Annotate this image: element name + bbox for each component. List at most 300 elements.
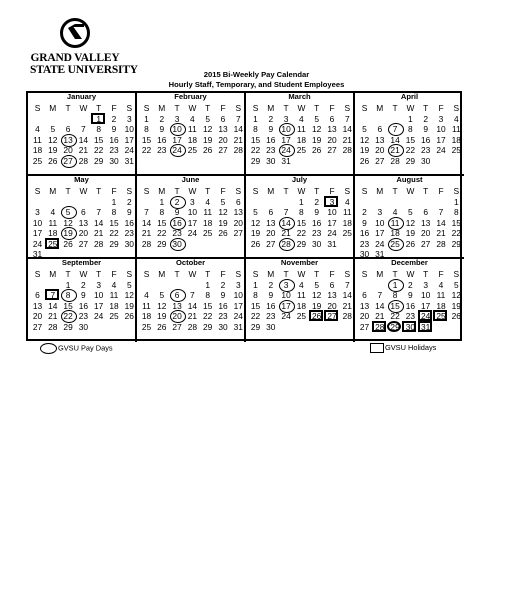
weekday-header: M [158,103,166,113]
day-cell: 17 [436,134,446,145]
day-cell: 4 [299,280,304,290]
holiday-cell: 25 [434,311,449,322]
day-cell: 23 [124,228,134,239]
weekday-header: T [423,186,429,196]
day-cell: 22 [250,311,261,322]
day-cell: 28 [390,155,400,166]
day-cell: 6 [65,124,71,135]
day-cell: 27 [172,321,182,332]
day-cell: 17 [327,217,337,228]
day-cell: 17 [124,134,134,145]
day-cell: 18 [342,217,352,228]
day-cell: 25 [342,228,352,239]
day-cell: 24 [187,228,198,239]
weekday-header: M [49,186,57,196]
day-cell: 26 [203,145,213,156]
day-cell: 22 [109,228,119,239]
weekday-header: S [126,186,133,196]
weekday-header: S [235,103,242,113]
day-cell: 28 [94,238,104,249]
day-cell: 23 [109,145,119,156]
day-cell: 4 [50,207,56,218]
day-cell: 19 [312,300,322,311]
day-cell: 11 [33,134,42,145]
day-cell: 29 [250,155,261,166]
day-cell: 24 [32,238,43,249]
day-cell: 29 [63,321,73,332]
day-cell: 24 [233,311,243,322]
day-cell: 21 [436,228,446,239]
day-cell: 18 [109,300,119,311]
day-cell: 14 [78,134,89,145]
day-cell: 4 [344,197,350,207]
day-cell: 4 [438,280,444,290]
day-cell: 29 [94,155,104,166]
day-cell: 31 [327,238,337,249]
month-name: January [66,92,97,101]
day-cell: 21 [94,228,104,239]
day-cell: 13 [78,217,89,228]
day-cell: 26 [48,155,58,166]
day-cell: 10 [421,290,431,301]
day-cell: 4 [392,207,398,218]
weekday-header: F [438,103,444,113]
day-cell: 8 [253,124,258,135]
weekday-header: T [65,269,71,279]
day-cell: 7 [344,114,350,124]
day-cell: 28 [187,321,198,332]
day-cell: 16 [266,134,276,145]
month-april [355,93,464,176]
weekday-header: T [314,103,320,113]
weekday-header: F [329,103,335,113]
day-cell: 10 [327,207,337,218]
day-cell: 8 [408,124,413,135]
day-cell: 8 [159,207,165,218]
weekday-header: W [406,269,415,279]
day-cell: 15 [405,134,416,145]
day-cell: 17 [421,300,431,311]
day-cell: 31 [32,249,43,259]
day-cell: 10 [94,290,104,301]
day-cell: 27 [421,238,431,249]
day-cell: 19 [157,311,167,322]
day-cell: 25 [187,145,198,156]
weekday-header: M [376,186,384,196]
weekday-header: S [344,103,351,113]
day-cell: 3 [35,207,40,218]
pay-day-cell: 1 [388,280,403,291]
weekday-header: T [174,186,180,196]
day-cell: 22 [451,228,461,239]
day-cell: 21 [342,300,352,311]
day-cell: 27 [375,155,385,166]
day-cell: 4 [144,290,149,301]
day-cell: 16 [124,217,134,228]
legend-pay-days-label: GVSU Pay Days [58,343,113,353]
weekday-header: S [453,103,460,113]
weekday-header: W [188,103,197,113]
day-cell: 9 [423,124,429,135]
day-cell: 30 [78,321,89,332]
day-cell: 5 [159,290,165,301]
month-december [355,259,464,342]
day-cell: 18 [141,311,152,322]
day-cell: 11 [188,124,197,135]
day-cell: 12 [63,217,73,228]
day-cell: 29 [109,238,119,249]
day-cell: 13 [266,217,276,228]
day-cell: 7 [344,280,350,290]
weekday-header: S [361,269,368,279]
day-cell: 21 [375,311,385,322]
weekday-header: W [297,186,306,196]
day-cell: 7 [438,207,444,218]
day-cell: 27 [233,228,243,239]
weekday-header: F [329,186,335,196]
day-cell: 9 [268,124,274,135]
logo-line-2: STATE UNIVERSITY [30,64,138,76]
day-cell: 30 [359,249,370,259]
day-cell: 31 [375,249,385,259]
day-cell: 25 [203,228,213,239]
day-cell: 1 [159,197,165,207]
day-cell: 21 [281,228,291,239]
day-cell: 2 [423,114,429,124]
day-cell: 29 [203,321,213,332]
weekday-header: S [143,269,150,279]
day-cell: 14 [141,217,152,228]
month-name: August [396,175,423,184]
day-cell: 30 [218,321,228,332]
weekday-header: S [453,186,460,196]
day-cell: 11 [436,290,446,301]
day-cell: 10 [32,217,43,228]
pay-day-cell: 11 [388,218,403,229]
day-cell: 8 [144,124,149,135]
day-cell: 6 [35,290,40,301]
day-cell: 22 [141,145,152,156]
month-name: September [61,258,102,267]
day-cell: 12 [48,134,58,145]
day-cell: 14 [342,124,352,135]
weekday-header: W [79,186,88,196]
weekday-header: T [96,186,102,196]
holiday-cell: 24 [418,311,433,322]
day-cell: 13 [421,217,431,228]
day-cell: 23 [218,311,228,322]
day-cell: 28 [342,145,352,156]
holiday-cell: 29 [388,322,403,333]
day-cell: 4 [111,280,117,290]
day-cell: 30 [312,238,322,249]
weekday-header: S [143,103,150,113]
weekday-header: T [423,269,429,279]
day-cell: 17 [187,217,198,228]
day-cell: 16 [266,300,276,311]
day-cell: 8 [392,290,398,301]
day-cell: 14 [436,217,446,228]
day-cell: 25 [141,321,152,332]
day-cell: 13 [32,300,43,311]
day-cell: 27 [266,238,276,249]
day-cell: 9 [174,207,180,218]
day-cell: 22 [405,145,416,156]
day-cell: 15 [157,217,167,228]
day-cell: 7 [377,290,383,301]
weekday-header: S [235,269,242,279]
day-cell: 14 [94,217,104,228]
day-cell: 7 [283,207,289,218]
month-june [137,176,246,259]
holiday-cell: 3 [325,197,340,208]
day-cell: 16 [359,228,370,239]
day-cell: 17 [32,228,43,239]
weekday-header: T [205,269,211,279]
day-cell: 9 [81,290,86,301]
day-cell: 2 [268,114,274,124]
weekday-header: T [205,186,211,196]
weekday-header: M [376,269,384,279]
logo-line-1: GRAND VALLEY [30,52,120,64]
day-cell: 30 [109,155,119,166]
day-cell: 14 [187,300,198,311]
day-cell: 23 [312,228,322,239]
month-name: October [175,258,206,267]
day-cell: 16 [157,134,167,145]
pay-day-cell: 7 [388,124,403,135]
day-cell: 26 [250,238,261,249]
weekday-header: S [252,269,259,279]
day-cell: 22 [203,311,213,322]
month-november [246,259,355,342]
pay-day-cell: 17 [279,301,294,312]
weekday-header: F [329,269,335,279]
day-cell: 20 [32,311,43,322]
weekday-header: F [438,269,444,279]
day-cell: 25 [296,145,307,156]
day-cell: 13 [375,134,385,145]
day-cell: 18 [187,134,198,145]
day-cell: 14 [375,300,385,311]
weekday-header: F [220,269,226,279]
day-cell: 26 [124,311,134,322]
day-cell: 7 [190,290,195,301]
day-cell: 2 [362,207,367,218]
day-cell: 13 [172,300,182,311]
day-cell: 20 [218,134,228,145]
month-march [246,93,355,176]
month-january [28,93,137,176]
day-cell: 2 [220,280,226,290]
day-cell: 28 [141,238,152,249]
day-cell: 15 [451,217,461,228]
weekday-header: S [453,269,460,279]
day-cell: 1 [299,197,304,207]
day-cell: 20 [327,300,337,311]
holiday-box-icon [370,343,384,353]
day-cell: 5 [314,114,320,124]
pay-day-oval-icon [40,343,57,354]
day-cell: 6 [220,114,226,124]
holiday-cell: 7 [45,290,60,301]
month-name: April [400,92,419,101]
pay-day-cell: 13 [61,135,76,146]
day-cell: 21 [187,311,198,322]
pay-day-cell: 24 [170,145,185,156]
pay-day-cell: 19 [61,228,76,239]
day-cell: 15 [63,300,73,311]
month-july [246,176,355,259]
day-cell: 5 [205,114,211,124]
day-cell: 26 [312,145,322,156]
holiday-cell: 27 [325,311,340,322]
day-cell: 8 [253,290,258,301]
day-cell: 26 [218,228,228,239]
day-cell: 12 [359,134,370,145]
day-cell: 5 [50,124,56,135]
day-cell: 5 [314,280,320,290]
holiday-cell: 31 [418,322,433,333]
pay-day-cell: 25 [388,239,403,250]
day-cell: 29 [250,321,261,332]
pay-day-cell: 16 [170,218,185,229]
day-cell: 12 [250,217,261,228]
legend-pay-days [40,343,113,354]
day-cell: 23 [405,311,416,322]
day-cell: 6 [329,280,335,290]
month-august [355,176,464,259]
weekday-header: T [96,269,102,279]
weekday-header: S [126,269,133,279]
weekday-header: M [267,103,275,113]
day-cell: 13 [233,207,243,218]
day-cell: 14 [48,300,58,311]
pay-day-cell: 14 [279,218,294,229]
day-cell: 12 [157,300,167,311]
day-cell: 17 [233,300,243,311]
day-cell: 9 [126,207,132,218]
month-name: February [174,92,207,101]
day-cell: 21 [48,311,58,322]
day-cell: 24 [281,311,291,322]
weekday-header: S [34,103,41,113]
calendar-grid [26,91,462,341]
day-cell: 12 [312,124,322,135]
weekday-header: T [423,103,429,113]
weekday-header: M [267,186,275,196]
day-cell: 18 [296,300,307,311]
weekday-header: W [297,269,306,279]
day-cell: 23 [78,311,89,322]
day-cell: 19 [48,145,58,156]
day-cell: 29 [157,238,167,249]
day-cell: 10 [281,290,291,301]
day-cell: 12 [124,290,134,301]
day-cell: 21 [233,134,243,145]
day-cell: 3 [283,114,289,124]
day-cell: 3 [126,114,132,124]
weekday-header: F [111,186,117,196]
day-cell: 9 [408,290,413,301]
day-cell: 22 [250,145,261,156]
weekday-header: F [111,103,117,113]
day-cell: 23 [172,228,182,239]
pay-day-cell: 24 [279,145,294,156]
weekday-header: M [158,269,166,279]
day-cell: 8 [299,207,304,218]
month-february [137,93,246,176]
day-cell: 26 [405,238,416,249]
day-cell: 22 [94,145,104,156]
day-cell: 6 [81,207,86,218]
day-cell: 4 [190,114,195,124]
day-cell: 24 [94,311,104,322]
weekday-header: M [267,269,275,279]
day-cell: 15 [250,134,261,145]
pay-day-cell: 20 [170,311,185,322]
day-cell: 23 [359,238,370,249]
day-cell: 5 [453,280,459,290]
day-cell: 6 [423,207,429,218]
day-cell: 12 [312,290,322,301]
day-cell: 1 [65,280,71,290]
day-cell: 18 [32,145,43,156]
day-cell: 9 [314,207,320,218]
day-cell: 30 [124,238,134,249]
weekday-header: T [205,103,211,113]
day-cell: 22 [296,228,307,239]
day-cell: 5 [220,197,226,207]
day-cell: 16 [109,134,119,145]
weekday-header: W [79,269,88,279]
day-cell: 11 [142,300,151,311]
day-cell: 15 [296,217,307,228]
pay-day-cell: 3 [279,280,294,291]
weekday-header: T [314,269,320,279]
day-cell: 24 [375,238,385,249]
day-cell: 26 [359,155,370,166]
legend-holidays [370,343,436,353]
day-cell: 1 [253,114,258,124]
gvsu-logo [30,18,138,78]
day-cell: 11 [109,290,119,301]
day-cell: 25 [451,145,461,156]
day-cell: 23 [421,145,431,156]
day-cell: 17 [94,300,104,311]
weekday-header: S [361,103,368,113]
day-cell: 15 [141,134,152,145]
weekday-header: S [252,103,259,113]
day-cell: 29 [451,238,461,249]
day-cell: 7 [96,207,102,218]
month-name: May [74,175,89,184]
weekday-header: F [438,186,444,196]
pay-day-cell: 8 [61,290,76,301]
day-cell: 13 [327,124,337,135]
weekday-header: S [34,269,41,279]
day-cell: 20 [78,228,89,239]
holiday-cell: 25 [45,239,60,250]
day-cell: 6 [362,290,367,301]
day-cell: 26 [63,238,73,249]
month-name: March [288,92,311,101]
weekday-header: W [188,186,197,196]
weekday-header: S [235,186,242,196]
day-cell: 23 [266,311,276,322]
month-name: June [181,175,200,184]
day-cell: 19 [451,300,461,311]
